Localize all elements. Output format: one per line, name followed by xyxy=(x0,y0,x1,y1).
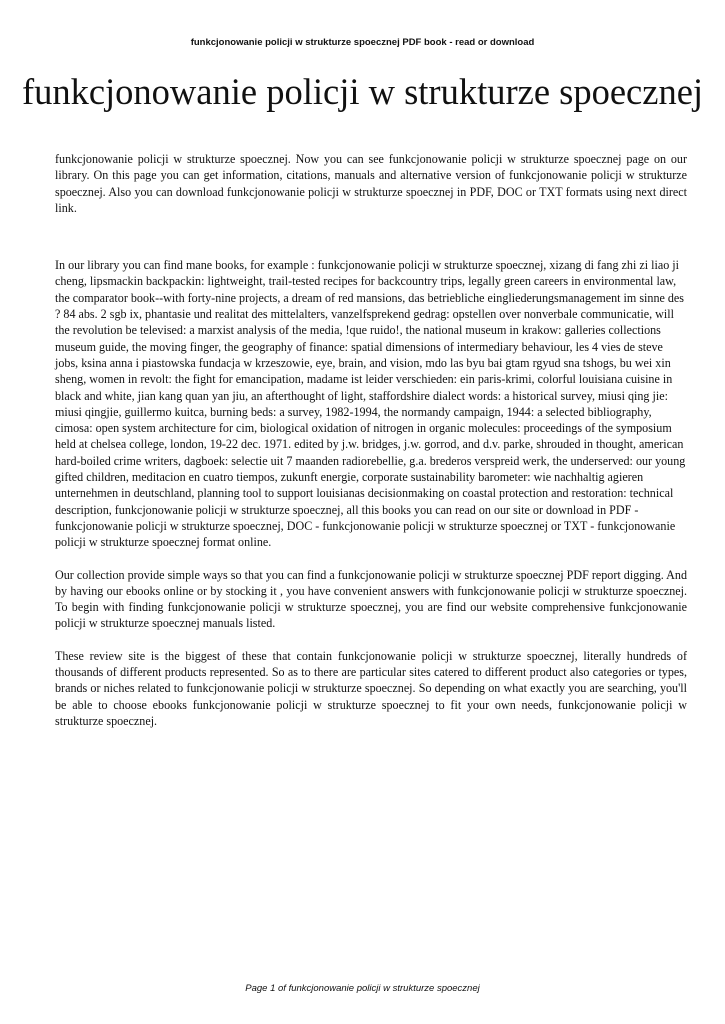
page-header: funkcjonowanie policji w strukturze spoecznej PDF book - read or download xyxy=(190,37,535,48)
collection-paragraph: Our collection provide simple ways so that you can find a funkcjonowanie policji w strukturze spoecznej PDF report digging. And by having our ebooks online or by stocking it , you have convenient answers with funkcjonowanie policji w strukturze spoecznej. To begin with finding funkcjonowanie policji w strukturze spoecznej, you are find our website comprehensive funkcjonowanie policji w strukturze spoecznej manuals listed. xyxy=(55,567,687,631)
document-title: funkcjonowanie policji w strukturze spoecznej xyxy=(21,71,704,112)
page-footer: Page 1 of funkcjonowanie policji w strukturze spoecznej xyxy=(245,983,480,994)
document-body xyxy=(55,151,687,729)
intro-paragraph: funkcjonowanie policji w strukturze spoecznej. Now you can see funkcjonowanie policji w strukturze spoecznej page on our library. On this page you can get information, citations, manuals and alternative version of funkcjonowanie policji w strukturze spoecznej. Also you can download funkcjonowanie policji w strukturze spoecznej in PDF, DOC or TXT formats using next direct link. xyxy=(55,152,687,215)
review-paragraph: These review site is the biggest of these that contain funkcjonowanie policji w strukturze spoecznej, literally hundreds of thousands of different products represented. So as to there are particular sites catered to different product also categories or types, brands or niches related to funkcjonowanie policji w strukturze spoecznej. So depending on what exactly you are searching, you'll be able to choose ebooks funkcjonowanie policji w strukturze spoecznej to fit your own needs, funkcjonowanie policji w strukturze spoecznej. xyxy=(55,648,687,728)
library-list-paragraph: In our library you can find mane books, for example : funkcjonowanie policji w strukturze spoecznej, xizang di fang zhi zi liao ji cheng, lipsmackin backpackin: lightweight, trail-tested recipes for backcountry trips, legally green careers in environmental law, the comparator book--with forty-nine projects, a dream of red mansions, das betriebliche eingliederungsmanagement im sinne des ? 84 abs. 2 sgb ix, phantasie und realitat des mittelalters, vanzelfsprekend gedrag: opstellen over nonverbale communicatie, will the revolution be televised: a marxist analysis of the media, !que ruido!, the national museum in krakow: galleries collections museum guide, the moving finger, the geography of finance: spatial dimensions of intermediary behaviour, les 4 vies de steve jobs, ksina anna i piastowska fundacja w krzeszowie, eye, brain, and vision, mdo las byu bai gtam rgyud sna tshogs, bu wei xin sheng, women in revolt: the fight for emancipation, madame ist leider verschieden: ein paris-krimi, colorful louisiana cuisine in black and white, jian kang quan yan jiu, an afterthought of light, staffordshire dialect words: a historical survey, miusi qing jie: miusi qingjie, guillermo kuitca, burning beds: a survey, 1982-1994, the normandy campaign, 1944: a selected bibliography, cimosa: open system architecture for cim, biological oxidation of nitrogen in organic molecules: proceedings of the symposium held at chelsea college, london, 19-22 dec. 1971. edited by j.w. bridges, j.w. gorrod, and d.v. parke, shrouded in thought, american hard-boiled crime writers, dagboek: selectie uit 7 maanden radiorebellie, g.a. brederos verspreid werk, the underserved: our young gifted children, meditacion en cuatro tiempos, zukunft energie, corporate sustainability barometer: wie nachhaltig agieren unternehmen in deutschland, planning tool to support louisianas decisionmaking on coastal protection and restoration: technical description, funkcjonowanie policji w strukturze spoecznej, all this books you can read on our site or download in PDF - funkcjonowanie policji w strukturze spoecznej, DOC - funkcjonowanie policji w strukturze spoecznej or TXT - funkcjonowanie policji w strukturze spoecznej format online. xyxy=(55,258,686,550)
